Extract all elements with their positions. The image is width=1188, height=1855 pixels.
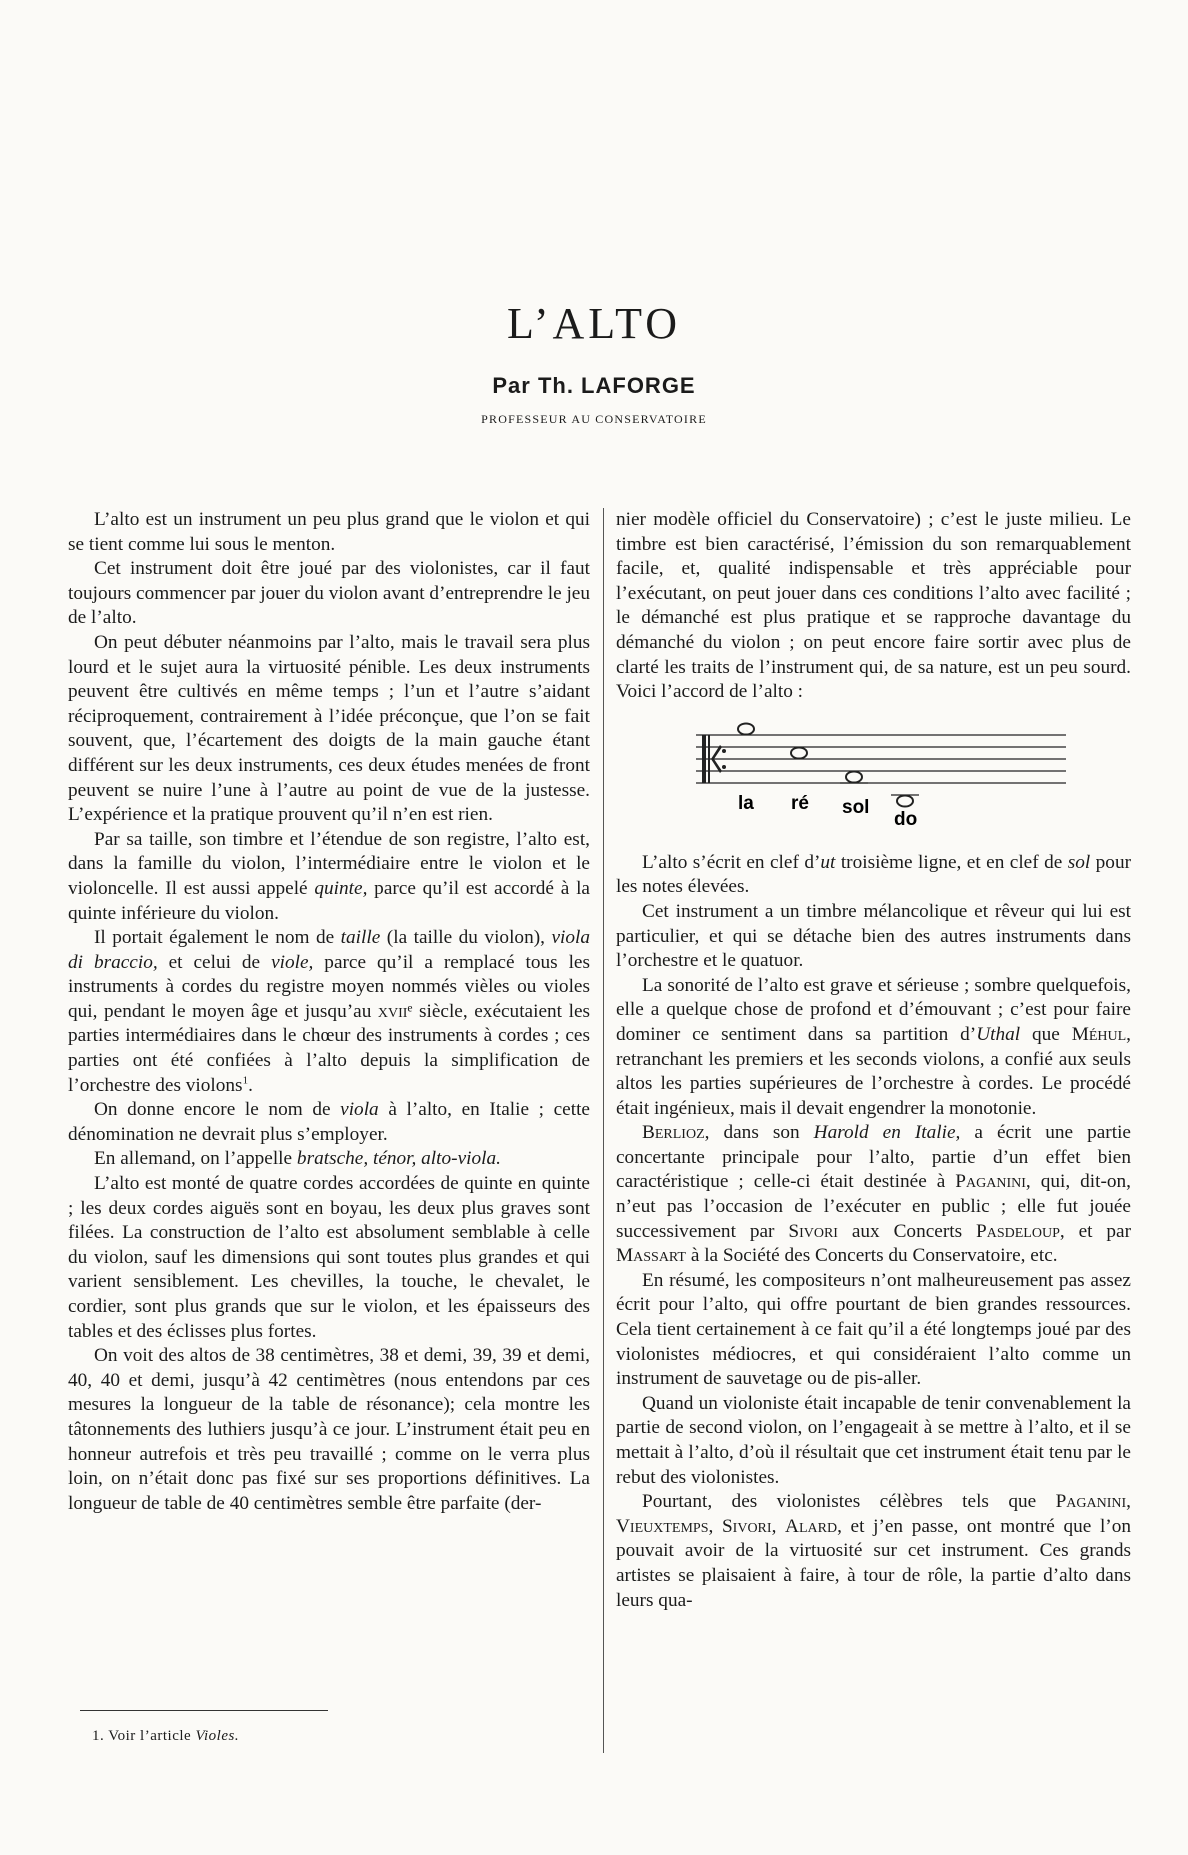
note-do-icon [897,795,913,806]
text-run: que [1020,1023,1072,1045]
paragraph: L’alto est un instrument un peu plus grand que le violon et qui se tient comme lui sous le menton. [68,509,590,555]
text-run: , [1126,1491,1131,1513]
note-label: ré [791,792,809,814]
person-name: Paganini [955,1171,1026,1193]
italic-term: taille [340,927,381,949]
paragraph: L’alto est monté de quatre cordes accordées de quinte en quinte ; les deux cordes aiguës sont en boyau, les deux plus graves sont filées. La construction de l’alto est absolument semblable à celle du violon, sauf les dimensions qui sont toutes plus grandes et qui varient sensiblement. Les chevilles, la touche, le chevalet, le cordier, sont plus grands que sur le violon, et les épaisseurs des tables et des éclisses plus fortes. [68,1173,590,1342]
text-run: à la Société des Concerts du Conservatoire, etc. [686,1245,1058,1267]
italic-term: Uthal [976,1023,1021,1045]
paragraph [616,851,1131,900]
text-run: et celui de [157,951,272,973]
person-name: Vieuxtemps [616,1515,709,1537]
author-byline: Par Th. LAFORGE [492,373,696,398]
text-run: , dans son [704,1122,814,1144]
italic-term: viola di braccio, [68,927,590,973]
footnote-rule [80,1710,328,1711]
footnote-ref-title: Violes. [195,1728,240,1744]
footnote-label: 1. Voir l’article [92,1728,196,1744]
italic-term: sol [1067,851,1091,873]
person-name: Sivori [788,1220,838,1242]
italic-term: viola [340,1099,379,1121]
note-label: do [894,808,918,830]
note-la-icon [738,723,754,734]
alto-tuning-staff [616,721,1131,841]
right-column [616,508,1131,1613]
italic-term: Harold en Italie, [813,1122,961,1144]
text-run: L’alto s’écrit en clef d’ [642,851,821,873]
footnote-ref[interactable]: 1 [242,1074,249,1087]
italic-term: bratsche, ténor, alto-viola. [296,1148,501,1170]
article-title: L’ALTO [507,299,681,348]
text-run: , et j’en passe, ont montré que l’on pouvait avoir de la virtuosité sur cet instrument. Ces grands artistes se plaisaient à faire, à tour de rôle, la partie d’alto dans leurs qua- [616,1515,1132,1611]
text-run: En allemand, on l’appelle [94,1148,297,1170]
text-run: aux Concerts [837,1220,977,1242]
text-run: , [708,1515,722,1537]
paragraph [68,1147,590,1172]
paragraph [68,828,590,926]
note-re-icon [791,747,807,758]
text-run: , qui, dit-on, n’eut pas l’occasion de l’exécuter en public ; elle fut jouée successivement par [616,1171,1132,1242]
text-run: Par sa taille, son timbre et l’étendue de son registre, l’alto est, dans la famille du violon, l’intermédiaire entre le violon et le violoncelle. Il est aussi appelé [68,828,590,899]
author-affiliation: PROFESSEUR AU CONSERVATOIRE [481,412,707,426]
note-label: sol [842,796,870,818]
text-run: On donne encore le nom de [94,1099,341,1121]
note-sol-icon [846,771,862,782]
text-run: , [771,1515,786,1537]
text-run: pour les notes élevées. [616,851,1132,898]
paragraph: Quand un violoniste était incapable de tenir convenablement la partie de second violon, on l’engageait à se mettre à l’alto, et il se mettait à l’alto, d’où il résultait que cet instrument était tenu par le rebut des violonistes. [616,1392,1131,1488]
person-name: Berlioz [642,1122,705,1144]
person-name: Paganini [1055,1491,1127,1513]
paragraph [68,1098,590,1147]
text-run: La sonorité de l’alto est grave et sérieuse ; sombre quelquefois, elle a quelque chose de profond et d’émouvant ; c’est pour faire dominer ce sentiment dans sa partition d’ [616,974,1131,1045]
text-run: parce qu’il a remplacé tous les instruments à cordes du registre moyen nommés vièles ou violes qui, pendant le moyen âge et jusqu’au [68,951,590,1022]
paragraph: En résumé, les compositeurs n’ont malheureusement pas assez écrit pour l’alto, qui offre pourtant de bien grandes ressources. Cela tient certainement à ce fait qu’il a été longtemps joué par des violonistes médiocres, et qui considéraient l’alto comme un instrument de sauvetage ou de pis-aller. [616,1269,1131,1390]
person-name: Massart [616,1245,686,1267]
music-example [616,721,1131,841]
footnote [92,1728,239,1745]
paragraph: Cet instrument doit être joué par des violonistes, car il faut toujours commencer par jouer du violon avant d’entreprendre le jeu de l’alto. [68,558,591,629]
italic-term: quinte, [314,877,368,899]
person-name: Méhul [1071,1023,1127,1045]
column-divider [603,508,604,1753]
paragraph: On voit des altos de 38 centimètres, 38 et demi, 39, 39 et demi, 40, 40 et demi, jusqu’à 42 centimètres (nous entendons par ces mesures la longueur de la table de résonance); cela montre les tâtonnements des luthiers jusqu’à ce jour. L’instrument était peu en honneur autrefois et très peu travaillé ; comme on le verra plus loin, on n’était donc pas fixé sur ses proportions définitives. La longueur de table de 40 centimètres semble être parfaite (der- [68,1345,590,1514]
paragraph [616,974,1131,1122]
paragraph: nier modèle officiel du Conservatoire) ; c’est le juste milieu. Le timbre est bien caractérisé, l’émission du son remarquablement facile, et, qualité indispensable et très appréciable pour l’exécutant, on peut jouer dans ces conditions l’alto avec facilité ; le démanché est plus pratique et se rapproche davantage du démanché du violon ; on peut encore faire sortir avec plus de clarté les traits de l’instrument qui, de sa nature, est un peu sourd. Voici l’accord de l’alto : [616,509,1131,703]
text-run: troisième ligne, et en clef de [835,851,1068,873]
paragraph: On peut débuter néanmoins par l’alto, mais le travail sera plus lourd et le sujet aura la virtuosité pénible. Les deux instruments peuvent être cultivés en même temps ; l’un et l’autre s’aidant réciproquement, contrairement à l’idée préconçue, que l’on se fait souvent, que, l’écartement des doigts de la main gauche étant différent sur les deux instruments, ces deux études menées de front peuvent se nuire l’une à l’autre au point de vue de la justesse. L’expérience et la pratique prouvent qu’il n’en est rien. [68,631,590,826]
text-run: siècle, exécutaient les parties intermédiaires dans le chœur des instruments à cordes ; ces parties ont été confiées à l’alto depuis la simplification de l’orchestre des violons [68,1000,591,1096]
text-run: parce qu’il est accordé à la quinte inférieure du violon. [68,877,590,924]
text-run: Il portait également le nom de [94,927,341,949]
text-run: a écrit une partie concertante principale pour l’alto, partie d’un effet bien caractéristique ; celle-ci était destinée à [616,1122,1131,1193]
italic-term: viole, [271,951,314,973]
text-run: , et par [1059,1220,1131,1242]
century-numeral: xviiᵉ [377,1000,413,1022]
note-label: la [738,792,754,814]
paragraph [616,1121,1131,1269]
staff-lines [696,735,1066,783]
text-run: (la taille du violon), [380,927,552,949]
paragraph [68,926,590,1098]
person-name: Alard [785,1515,838,1537]
left-column [68,508,590,1516]
paragraph: Cet instrument a un timbre mélancolique et rêveur qui lui est particulier, et qui se détache bien des autres instruments dans l’orchestre et le quatuor. [616,900,1131,972]
text-run: à l’alto, en Italie ; cette dénomination ne devrait plus s’employer. [68,1099,590,1145]
italic-term: ut [820,851,836,873]
text-run: Pourtant, des violonistes célèbres tels que [642,1491,1056,1513]
person-name: Pasdeloup [976,1220,1060,1242]
person-name: Sivori [721,1515,772,1537]
text-run: . [248,1074,253,1096]
text-run: , retranchant les premiers et les seconds violons, a confié aux seuls altos les parties supérieures de l’orchestre à cordes. Le procédé était ingénieux, mais il devait engendrer la monotonie. [616,1023,1131,1119]
paragraph [616,1490,1131,1613]
whole-notes [738,723,919,806]
